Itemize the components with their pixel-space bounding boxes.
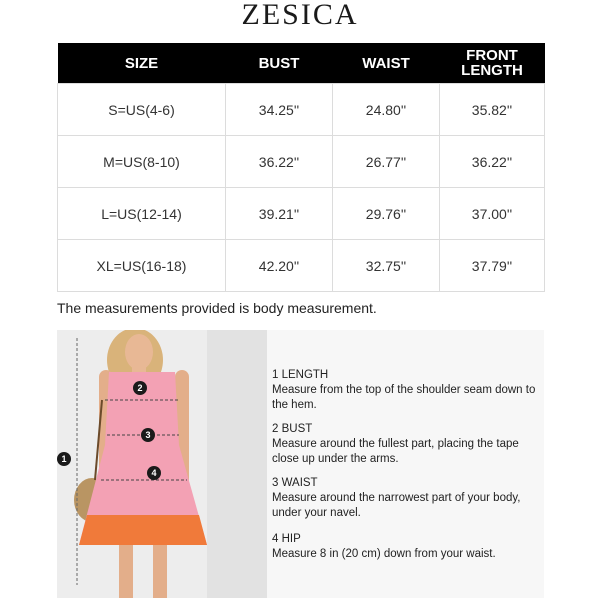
size-cell: S=US(4-6) bbox=[58, 84, 226, 136]
marker-4-icon: 4 bbox=[147, 466, 161, 480]
marker-3-icon: 3 bbox=[141, 428, 155, 442]
size-chart-table bbox=[57, 43, 545, 292]
marker-2-icon: 2 bbox=[133, 381, 147, 395]
measurement-length bbox=[272, 368, 542, 413]
length-cell: 37.00'' bbox=[440, 188, 545, 240]
table-row bbox=[58, 240, 545, 292]
size-cell: M=US(8-10) bbox=[58, 136, 226, 188]
measurement-waist bbox=[272, 476, 542, 521]
bust-cell: 39.21'' bbox=[226, 188, 333, 240]
brand-logo: ZESICA bbox=[241, 0, 359, 31]
measurement-desc: Measure from the top of the shoulder seam down to the hem. bbox=[272, 384, 536, 411]
measurement-note: The measurements provided is body measurement. bbox=[57, 300, 377, 316]
model-photo bbox=[57, 330, 267, 598]
table-row bbox=[58, 188, 545, 240]
size-cell: XL=US(16-18) bbox=[58, 240, 226, 292]
length-cell: 36.22'' bbox=[440, 136, 545, 188]
bust-cell: 36.22'' bbox=[226, 136, 333, 188]
measurement-desc: Measure around the narrowest part of your body, under your navel. bbox=[272, 492, 521, 519]
measurement-hip bbox=[272, 532, 542, 562]
table-row bbox=[58, 84, 545, 136]
measurement-title: 1 LENGTH bbox=[272, 369, 329, 381]
measurement-desc: Measure 8 in (20 cm) down from your waist. bbox=[272, 548, 496, 560]
header-waist: WAIST bbox=[333, 43, 440, 84]
size-chart-header-row bbox=[58, 43, 545, 84]
table-row bbox=[58, 136, 545, 188]
marker-1-icon: 1 bbox=[57, 452, 71, 466]
measurement-desc: Measure around the fullest part, placing the tape close up under the arms. bbox=[272, 438, 519, 465]
measurement-guide-panel bbox=[57, 330, 544, 598]
header-front-length: FRONT LENGTH bbox=[440, 43, 545, 84]
header-size: SIZE bbox=[58, 43, 226, 84]
measurement-title: 4 HIP bbox=[272, 533, 301, 545]
waist-cell: 26.77'' bbox=[333, 136, 440, 188]
length-cell: 35.82'' bbox=[440, 84, 545, 136]
waist-cell: 32.75'' bbox=[333, 240, 440, 292]
bust-cell: 34.25'' bbox=[226, 84, 333, 136]
header-bust: BUST bbox=[226, 43, 333, 84]
waist-cell: 24.80'' bbox=[333, 84, 440, 136]
length-cell: 37.79'' bbox=[440, 240, 545, 292]
bust-cell: 42.20'' bbox=[226, 240, 333, 292]
waist-cell: 29.76'' bbox=[333, 188, 440, 240]
measurement-bust bbox=[272, 422, 542, 467]
size-cell: L=US(12-14) bbox=[58, 188, 226, 240]
measurement-title: 3 WAIST bbox=[272, 477, 318, 489]
measurement-title: 2 BUST bbox=[272, 423, 313, 435]
